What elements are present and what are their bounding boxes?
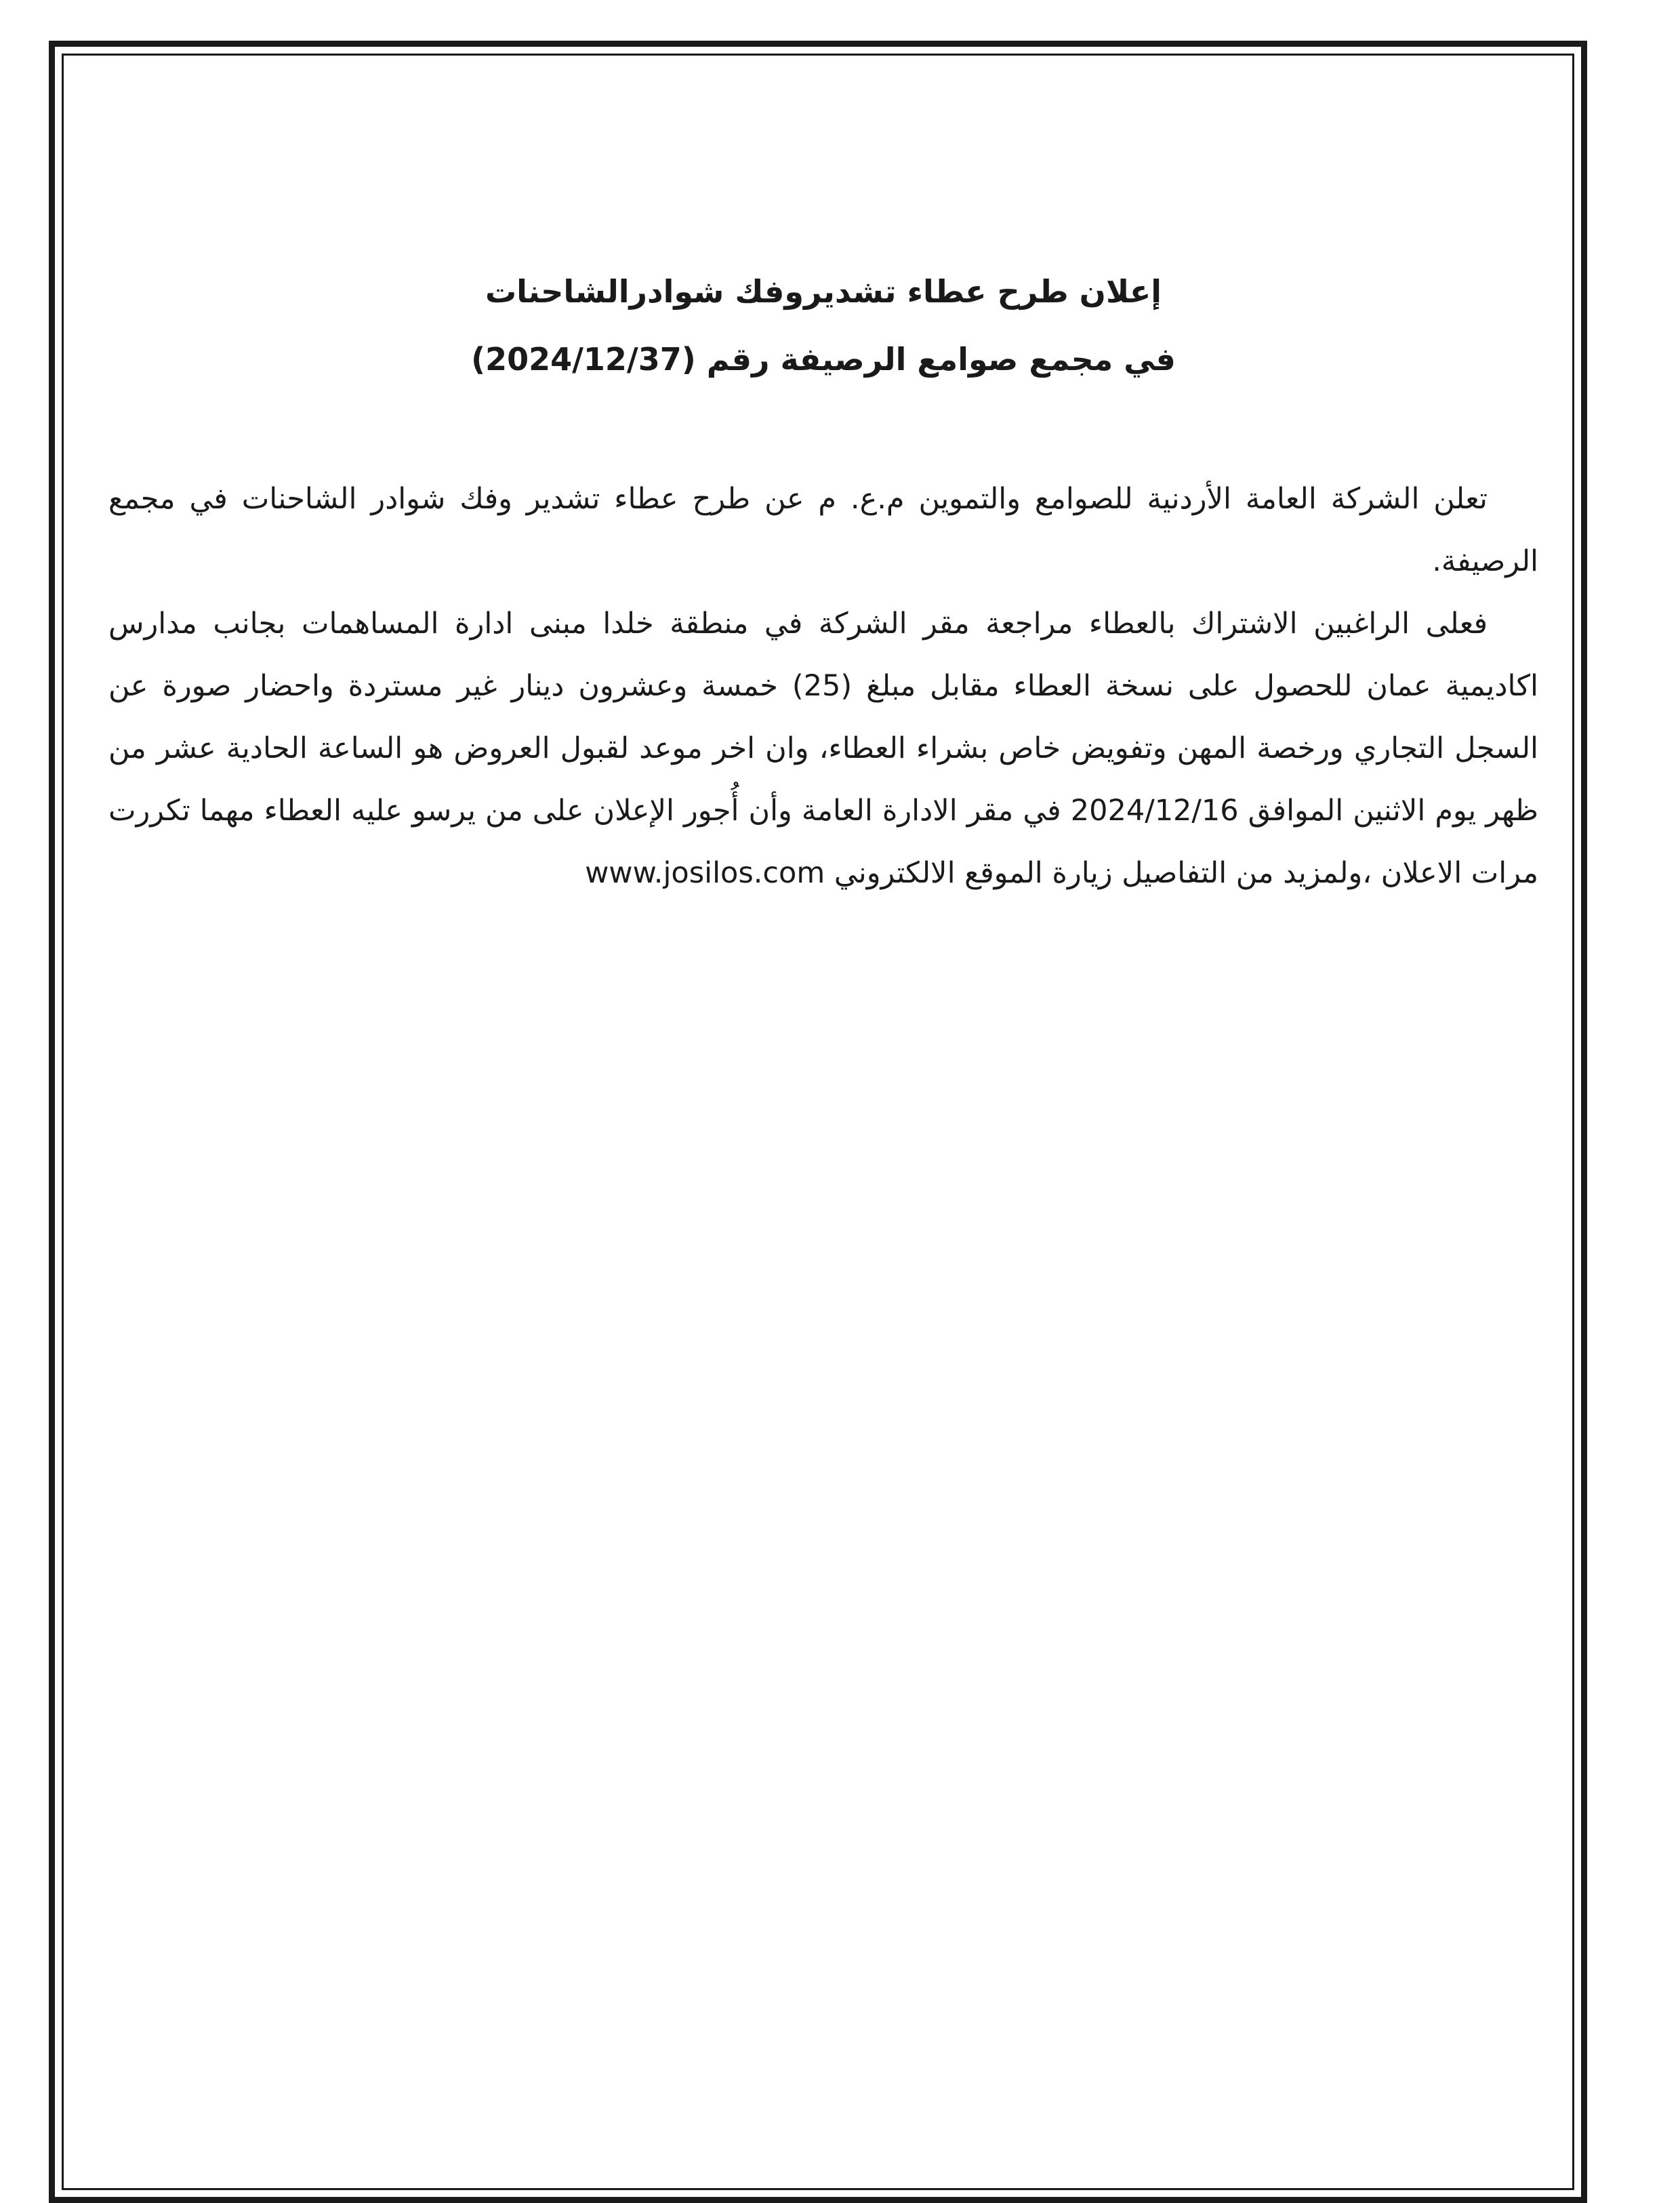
announcement-paragraph-2 [108, 592, 1538, 904]
announcement-document [108, 258, 1538, 904]
title-line-2: في مجمع صوامع الرصيفة رقم (2024/12/37) [471, 341, 1176, 378]
announcement-paragraph-1: تعلن الشركة العامة الأردنية للصوامع والتموين م.ع. م عن طرح عطاء تشدير وفك شوادر الشاحنات في مجمع الرصيفة. [108, 482, 1538, 578]
title-line-1: إعلان طرح عطاء تشديروفك شوادرالشاحنات [485, 273, 1162, 310]
paragraph-2-text: فعلى الراغبين الاشتراك بالعطاء مراجعة مقر الشركة في منطقة خلدا مبنى ادارة المساهمات بجانب مدارس اكاديمية عمان للحصول على نسخة العطاء مقابل مبلغ (25) خمسة وعشرون دينار غير مستردة واحضار صورة عن السجل التجاري ورخصة المهن وتفويض خاص بشراء العطاء، وان اخر موعد لقبول العروض هو الساعة الحادية عشر من ظهر يوم الاثنين الموافق 2024/12/16 في مقر الادارة العامة وأن أُجور الإعلان على من يرسو عليه العطاء مهما تكررت مرات الاعلان ،ولمزيد من التفاصيل زيارة الموقع الالكتروني [108, 607, 1538, 890]
announcement-title [108, 258, 1538, 393]
website-link[interactable]: www.josilos.com [585, 856, 825, 890]
